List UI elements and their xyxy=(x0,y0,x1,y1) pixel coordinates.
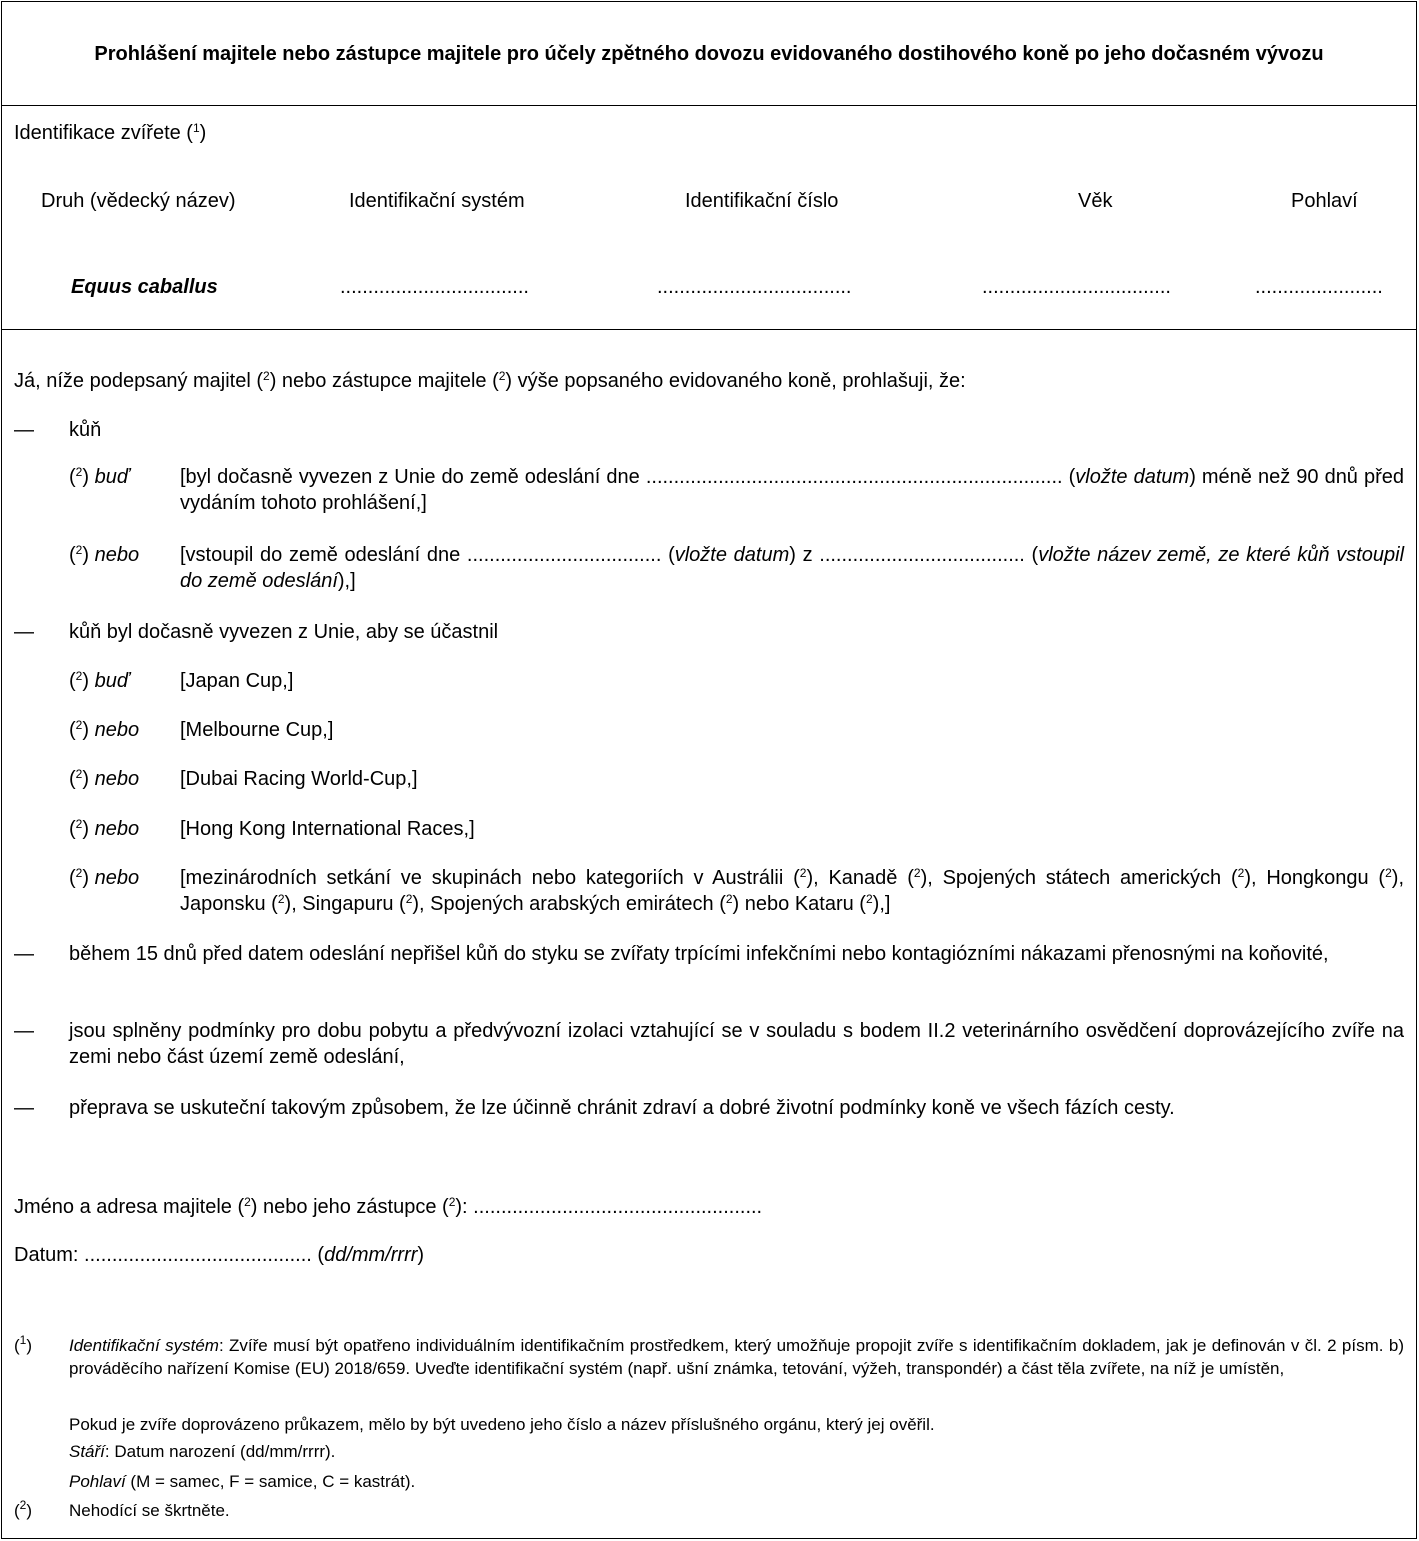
footnote-ref: 2 xyxy=(75,866,83,880)
footnote-ref: 2 xyxy=(75,767,83,781)
footnote-ref: 2 xyxy=(799,866,807,880)
option-label: ($^2$) nebo xyxy=(69,718,140,741)
dash-bullet: — xyxy=(14,1020,34,1042)
text-part: Jméno a adresa majitele ( xyxy=(14,1196,245,1218)
text-part: ), Spojených arabských emirátech ( xyxy=(412,893,726,915)
insert-hint: vložte datum xyxy=(674,544,790,566)
text-part: ) nebo jeho zástupce ( xyxy=(250,1196,449,1218)
text-part: ( xyxy=(311,1244,325,1266)
text-part: : Zvíře musí být opatřeno individuálním identifikačním prostředkem, který umožňuje propojit zvíře s identifikačním dokladem, jak je definován v čl. 2 písm. b) prováděcího nařízení Komise (EU) 2018/659. Uveďte identifikační systém (např. ušní známka, tetování, výžeh, transpondér) a část těla zvířete, na níž je umístěn, xyxy=(69,1336,1404,1378)
option-word: nebo xyxy=(94,867,140,889)
text-part: ) xyxy=(417,1244,425,1266)
species-value: Equus caballus xyxy=(71,276,218,298)
option-text: [Japan Cup,] xyxy=(180,670,294,692)
option-text xyxy=(180,464,1404,516)
list-item-residence xyxy=(14,1018,1404,1070)
dash-bullet: — xyxy=(14,419,34,441)
footnote-ref: 2 xyxy=(448,1195,456,1209)
column-sex: Pohlaví xyxy=(1291,190,1358,212)
option-word: buď xyxy=(94,466,130,488)
text-part: ), Hongkongu ( xyxy=(1244,867,1386,889)
footnote-ref: 2 xyxy=(1237,866,1245,880)
text-part: ( xyxy=(1062,466,1076,488)
footnote-ref: 2 xyxy=(244,1195,251,1209)
column-id-number: Identifikační číslo xyxy=(685,190,839,212)
column-id-system: Identifikační systém xyxy=(349,190,525,212)
option-international-meetings xyxy=(14,865,1404,917)
footnote-ref: 2 xyxy=(1385,866,1392,880)
text-part: [byl dočasně vyvezen z Unie do země odeslání dne xyxy=(180,466,646,488)
date-line xyxy=(14,1242,1404,1268)
footnote-ref: 2 xyxy=(865,892,873,906)
dash-bullet: — xyxy=(14,1097,34,1119)
list-item-exported-for xyxy=(14,619,1404,645)
footnote-ref: 1 xyxy=(192,121,200,135)
text-part: (M = samec, F = samice, C = kastrát). xyxy=(125,1472,416,1491)
date-blank: ................................... xyxy=(466,544,662,566)
option-either-exported xyxy=(14,464,1404,516)
option-dubai-cup xyxy=(14,766,1404,792)
identification-heading xyxy=(14,120,206,146)
text-part: ( xyxy=(14,1501,20,1520)
text-part: ), Singapuru ( xyxy=(284,893,406,915)
footnote-term: Pohlaví xyxy=(69,1472,126,1491)
intro-part: ) výše popsaného evidovaného koně, prohlašuji, že: xyxy=(505,370,966,392)
dash-bullet: — xyxy=(14,621,34,643)
declaration-intro xyxy=(14,368,1404,394)
insert-hint: vložte název země, ze které kůň vstoupil do země odeslání xyxy=(180,544,1405,592)
text-part: ), Kanadě ( xyxy=(806,867,914,889)
contact-text: během 15 dnů před datem odeslání nepřišel kůň do styku se zvířaty trpícími infekčními nebo kontagiózními nákazami přenosnými na koňovité, xyxy=(69,943,1329,965)
text-part: ),] xyxy=(337,570,356,592)
column-age: Věk xyxy=(1078,190,1113,212)
option-text: [Hong Kong International Races,] xyxy=(180,818,475,840)
text-part: ) xyxy=(26,1336,33,1355)
list-item-horse xyxy=(14,417,1404,443)
insert-hint: vložte datum xyxy=(1075,466,1190,488)
column-species: Druh (vědecký název) xyxy=(41,190,236,212)
option-label: ($^2$) buď xyxy=(69,669,130,692)
list-item-contact xyxy=(14,941,1404,993)
text-part: ), Japonsku ( xyxy=(180,867,1404,915)
option-melbourne-cup xyxy=(14,717,1404,743)
option-or-entered xyxy=(14,542,1404,594)
text-part: ) nebo Kataru ( xyxy=(732,893,866,915)
name-blank: .................................................... xyxy=(473,1196,763,1218)
option-word: nebo xyxy=(94,768,140,790)
text-part: ( xyxy=(14,1336,20,1355)
footnote-ref: 2 xyxy=(913,866,921,880)
date-format: dd/mm/rrrr xyxy=(324,1244,418,1266)
transport-text: přeprava se uskuteční takovým způsobem, že lze účinně chránit zdraví a dobré životní podmínky koně ve všech fázích cesty. xyxy=(69,1097,1175,1119)
footnote-text: Pokud je zvíře doprovázeno průkazem, mělo by být uvedeno jeho číslo a název příslušného orgánu, který jej ověřil. xyxy=(69,1415,935,1434)
footnote-text: Nehodící se škrtněte. xyxy=(69,1501,230,1520)
option-label: ($^2$) buď xyxy=(69,465,130,488)
option-word: nebo xyxy=(94,818,140,840)
text-part: ( xyxy=(661,544,675,566)
option-word: buď xyxy=(94,670,130,692)
option-label: ($^2$) nebo xyxy=(69,866,140,889)
footnote-ref: 2 xyxy=(725,892,733,906)
footnote-ref: 2 xyxy=(75,718,83,732)
footnote-ref: 2 xyxy=(75,465,83,479)
intro-part: ) nebo zástupce majitele ( xyxy=(269,370,499,392)
option-label: ($^2$) nebo xyxy=(69,767,140,790)
footnote-ref: 2 xyxy=(75,669,83,683)
intro-part: Já, níže podepsaný majitel ( xyxy=(14,370,264,392)
form-title: Prohlášení majitele nebo zástupce majitele pro účely zpětného dovozu evidovaného dostihového koně po jeho dočasném vývozu xyxy=(2,2,1416,106)
text-part: ), Spojených státech amerických ( xyxy=(920,867,1238,889)
list-item-transport xyxy=(14,1095,1404,1121)
id-system-blank: .................................. xyxy=(340,276,529,298)
exported-for-text: kůň byl dočasně vyvezen z Unie, aby se účastnil xyxy=(69,621,499,643)
footnote-mark xyxy=(14,1334,64,1357)
text-part: ),] xyxy=(872,893,891,915)
declaration-form xyxy=(1,1,1417,1539)
residence-text: jsou splněny podmínky pro dobu pobytu a předvývozní izolaci vztahující se v souladu s bodem II.2 veterinárního osvědčení doprovázejícího zvíře na zemi nebo část území země odeslání, xyxy=(69,1020,1404,1068)
horse-label: kůň xyxy=(69,419,102,441)
footnote-ref: 2 xyxy=(263,369,270,383)
footnote-number: 1 xyxy=(19,1333,27,1347)
text-part: [mezinárodních setkání ve skupinách nebo kategoriích v Austrálii ( xyxy=(180,867,800,889)
footnote-ref: 2 xyxy=(75,817,83,831)
option-hong-kong-races xyxy=(14,816,1404,842)
footnote-ref: 2 xyxy=(405,892,413,906)
text-part: ) xyxy=(26,1501,33,1520)
footnote-term: Stáří xyxy=(69,1442,105,1461)
text-part: ) méně než 90 dnů před vydáním tohoto prohlášení,] xyxy=(180,466,1405,514)
date-label: Datum: xyxy=(14,1244,85,1266)
option-text xyxy=(180,542,1404,594)
text-part: ( xyxy=(1024,544,1039,566)
identification-heading-text: Identifikace zvířete ( xyxy=(14,122,193,144)
option-label: ($^2$) nebo xyxy=(69,543,140,566)
footnote-number: 2 xyxy=(19,1498,27,1512)
option-word: nebo xyxy=(94,544,140,566)
dash-bullet: — xyxy=(14,943,34,965)
option-word: nebo xyxy=(94,719,140,741)
id-number-blank: ................................... xyxy=(657,276,852,298)
footnote-ref: 2 xyxy=(498,369,506,383)
option-label: ($^2$) nebo xyxy=(69,817,140,840)
country-blank: ..................................... xyxy=(819,544,1025,566)
footnote-text xyxy=(69,1334,1404,1380)
option-text: [Dubai Racing World-Cup,] xyxy=(180,768,418,790)
animal-identification-section xyxy=(2,106,1416,330)
text-part: [vstoupil do země odeslání dne xyxy=(180,544,467,566)
text-part: ) z xyxy=(789,544,820,566)
option-text: [Melbourne Cup,] xyxy=(180,719,334,741)
owner-name-line xyxy=(14,1194,1404,1220)
text-part: ): xyxy=(455,1196,474,1218)
footnote-ref: 2 xyxy=(75,543,83,557)
date-blank: ......................................... xyxy=(84,1244,312,1266)
sex-blank: ....................... xyxy=(1255,276,1383,298)
footnote-mark xyxy=(14,1499,64,1522)
identification-heading-end: ) xyxy=(199,122,207,144)
option-text xyxy=(180,865,1404,917)
age-blank: .................................. xyxy=(982,276,1171,298)
footnote-1 xyxy=(14,1334,1404,1404)
option-japan-cup xyxy=(14,668,1404,694)
footnote-term: Identifikační systém xyxy=(69,1336,219,1355)
date-blank: ........................................................................... xyxy=(645,466,1063,488)
text-part: : Datum narození (dd/mm/rrrr). xyxy=(104,1442,336,1461)
footnote-ref: 2 xyxy=(277,892,285,906)
